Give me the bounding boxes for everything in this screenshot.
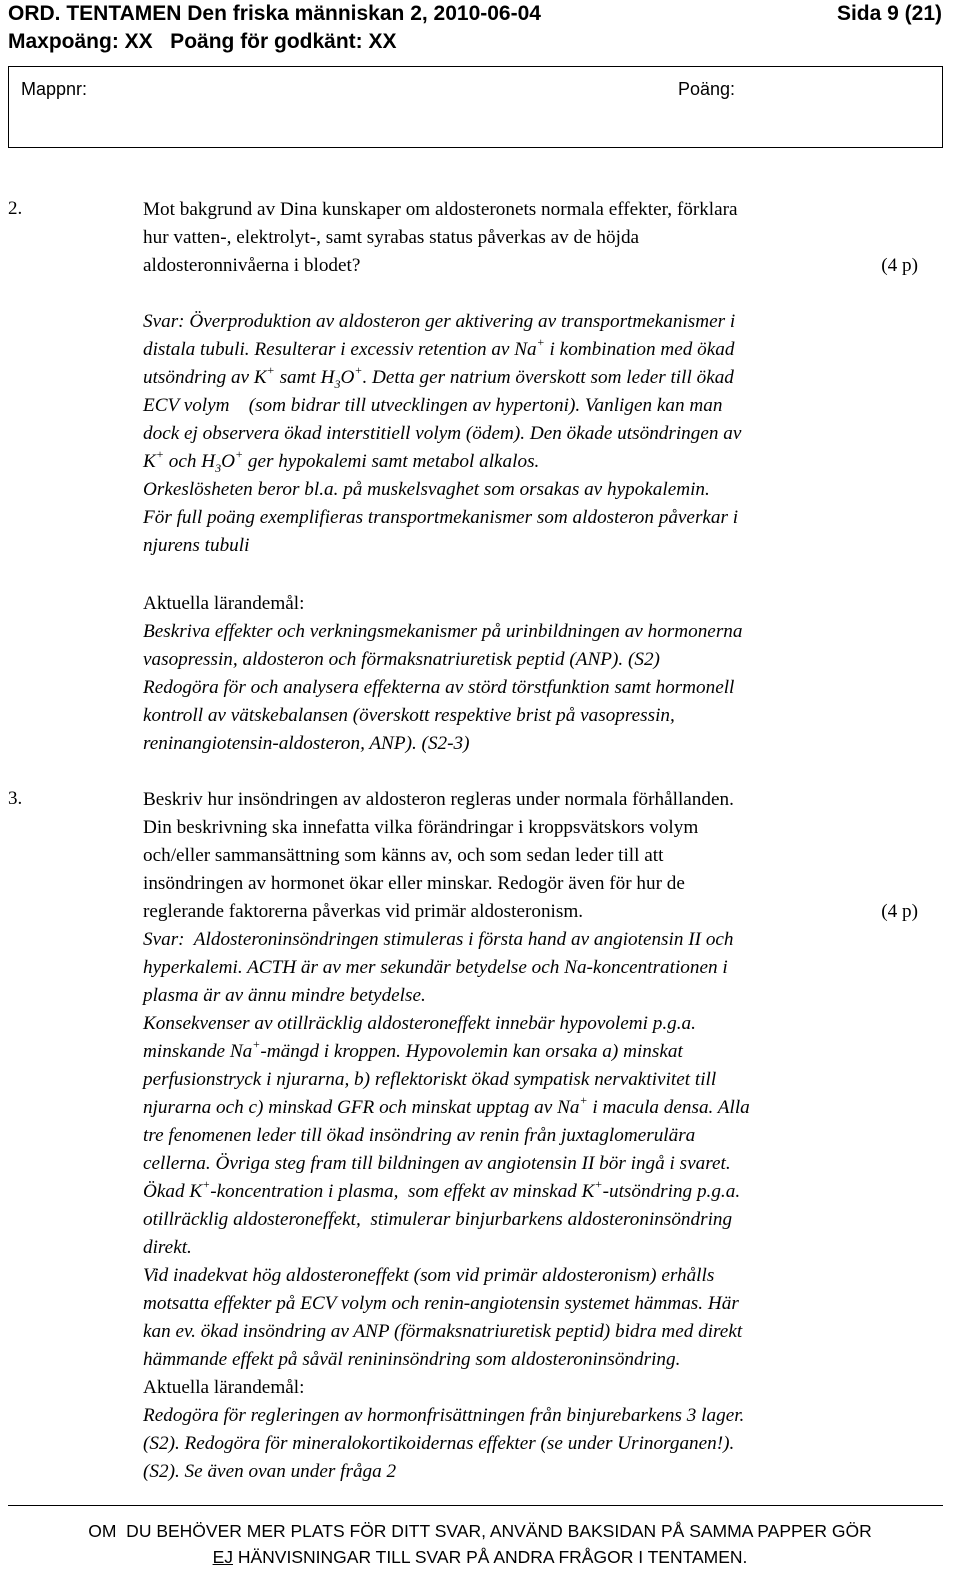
answer-text: K [143, 451, 156, 472]
page-number: Sida 9 (21) [836, 2, 942, 25]
answer-text: ECV volym (som bidrar till utvecklingen av hypertoni). Vanligen kan man [143, 395, 723, 416]
learning-goal: (S2). Se även ovan under fråga 2 [143, 1461, 397, 1482]
answer-text: motsatta effekter på ECV volym och renin-angiotensin systemet hämmas. Här [143, 1293, 739, 1314]
answer-text: minskande Na [143, 1041, 253, 1062]
question-line [143, 898, 918, 926]
learning-goal: vasopressin, aldosteron och förmaksnatriuretisk peptid (ANP). (S2) [143, 649, 660, 670]
footer-emphasis: EJ [212, 1547, 233, 1567]
answer-text: -koncentration i plasma, som effekt av minskad K [210, 1181, 595, 1202]
answer-text: -utsöndring p.g.a. [602, 1181, 741, 1202]
mappnr-box[interactable] [8, 66, 943, 148]
poang-label: Poäng: [678, 79, 736, 99]
answer-text: direkt. [143, 1237, 192, 1258]
answer-text: Aldosteroninsöndringen stimuleras i första hand av angiotensin II och [184, 929, 734, 950]
superscript: + [252, 1036, 261, 1051]
learning-goals-label: Aktuella lärandemål: [143, 593, 305, 614]
answer-text: O [221, 451, 235, 472]
answer-2 [143, 308, 918, 560]
question-line-text: aldosteronnivåerna i blodet? [143, 255, 361, 276]
answer-text: Överproduktion av aldosteron ger aktivering av transportmekanismer i [184, 311, 736, 332]
answer-3 [143, 926, 918, 1374]
answer-text: tre fenomenen leder till ökad insöndring av renin från juxtaglomerulära [143, 1125, 696, 1146]
question-points: (4 p) [881, 255, 918, 276]
answer-text: kan ev. ökad insöndring av ANP (förmaksnatriuretisk peptid) bidra med direkt [143, 1321, 743, 1342]
answer-label: Svar: [143, 311, 185, 332]
question-line-text: reglerande faktorerna påverkas vid primär aldosteronism. [143, 901, 584, 922]
superscript: + [202, 1176, 211, 1191]
superscript: + [155, 446, 164, 461]
learning-goals-2 [143, 590, 918, 758]
question-line: Mot bakgrund av Dina kunskaper om aldosteronets normala effekter, förklara [143, 199, 738, 220]
answer-text: och H [163, 451, 216, 472]
question-line: och/eller sammansättning som känns av, och som sedan leder till att [143, 845, 664, 866]
learning-goals-3 [143, 1374, 918, 1486]
answer-text: Konsekvenser av otillräcklig aldosteroneffekt innebär hypovolemi p.g.a. [143, 1013, 696, 1034]
question-3-number: 3. [8, 788, 23, 809]
answer-text: Ökad K [143, 1181, 203, 1202]
superscript: + [594, 1176, 603, 1191]
answer-text: i kombination med ökad [544, 339, 735, 360]
answer-text: plasma är av ännu mindre betydelse. [143, 985, 426, 1006]
answer-text: perfusionstryck i njurarna, b) reflektoriskt ökad sympatisk nervaktivitet till [143, 1069, 717, 1090]
question-line: hur vatten-, elektrolyt-, samt syrabas status påverkas av de höjda [143, 227, 640, 248]
answer-text: För full poäng exemplifieras transportmekanismer som aldosteron påverkar i [143, 507, 739, 528]
question-3 [143, 786, 918, 926]
answer-text: Orkeslösheten beror bl.a. på muskelsvaghet som orsakas av hypokalemin. [143, 479, 710, 500]
learning-goals-label: Aktuella lärandemål: [143, 1377, 305, 1398]
points-summary: Maxpoäng: XX Poäng för godkänt: XX [8, 30, 397, 53]
footer-instruction-line-2 [0, 1547, 960, 1568]
learning-goal: kontroll av vätskebalansen (överskott respektive brist på vasopressin, [143, 705, 675, 726]
answer-text: otillräcklig aldosteroneffekt, stimulerar binjurbarkens aldosteroninsöndring [143, 1209, 733, 1230]
answer-text: dock ej observera ökad interstitiell volym (ödem). Den ökade utsöndringen av [143, 423, 742, 444]
answer-text: hämmande effekt på såväl renininsöndring som aldosteroninsöndring. [143, 1349, 681, 1370]
superscript: + [354, 362, 363, 377]
superscript: + [536, 334, 545, 349]
learning-goal: (S2). Redogöra för mineralokortikoidernas effekter (se under Urinorganen!). [143, 1433, 735, 1454]
question-2 [143, 196, 918, 280]
answer-text: -mängd i kroppen. Hypovolemin kan orsaka a) minskat [260, 1041, 683, 1062]
mappnr-label: Mappnr: [21, 79, 88, 99]
answer-text: cellerna. Övriga steg fram till bildningen av angiotensin II bör ingå i svaret. [143, 1153, 731, 1174]
subscript: 3 [215, 460, 222, 475]
superscript: + [579, 1092, 588, 1107]
answer-label: Svar: [143, 929, 185, 950]
answer-text: njurarna och c) minskad GFR och minskat upptag av Na [143, 1097, 580, 1118]
answer-text: ger hypokalemi samt metabol alkalos. [243, 451, 540, 472]
question-line: Din beskrivning ska innefatta vilka förändringar i kroppsvätskors volym [143, 817, 699, 838]
footer-text: HÄNVISNINGAR TILL SVAR PÅ ANDRA FRÅGOR I TENTAMEN. [233, 1547, 748, 1567]
answer-text: hyperkalemi. ACTH är av mer sekundär betydelse och Na-koncentrationen i [143, 957, 728, 978]
footer-divider [8, 1505, 943, 1506]
answer-text: . Detta ger natrium överskott som leder till ökad [362, 367, 734, 388]
question-line: Beskriv hur insöndringen av aldosteron regleras under normala förhållanden. [143, 789, 734, 810]
superscript: + [234, 446, 244, 461]
exam-title: ORD. TENTAMEN Den friska människan 2, 2010-06-04 [8, 2, 541, 25]
question-line [143, 252, 918, 280]
subscript: 3 [334, 376, 341, 391]
answer-text: O [340, 367, 355, 388]
answer-text: utsöndring av K [143, 367, 267, 388]
question-points: (4 p) [881, 901, 918, 922]
question-2-number: 2. [8, 198, 23, 219]
question-line: insöndringen av hormonet ökar eller minskar. Redogör även för hur de [143, 873, 685, 894]
learning-goal: Redogöra för och analysera effekterna av störd törstfunktion samt hormonell [143, 677, 735, 698]
footer-instruction-line-1: OM DU BEHÖVER MER PLATS FÖR DITT SVAR, ANVÄND BAKSIDAN PÅ SAMMA PAPPER GÖR [88, 1521, 872, 1541]
answer-text: Vid inadekvat hög aldosteroneffekt (som vid primär aldosteronism) erhålls [143, 1265, 715, 1286]
superscript: + [266, 362, 275, 377]
answer-text: i macula densa. Alla [587, 1097, 750, 1118]
learning-goal: Beskriva effekter och verkningsmekanismer på urinbildningen av hormonerna [143, 621, 743, 642]
answer-text: distala tubuli. Resulterar i excessiv retention av Na [143, 339, 537, 360]
answer-text: njurens tubuli [143, 535, 250, 556]
learning-goal: Redogöra för regleringen av hormonfrisättningen från binjurebarkens 3 lager. [143, 1405, 745, 1426]
learning-goal: reninangiotensin-aldosteron, ANP). (S2-3) [143, 733, 470, 754]
answer-text: samt H [274, 367, 335, 388]
